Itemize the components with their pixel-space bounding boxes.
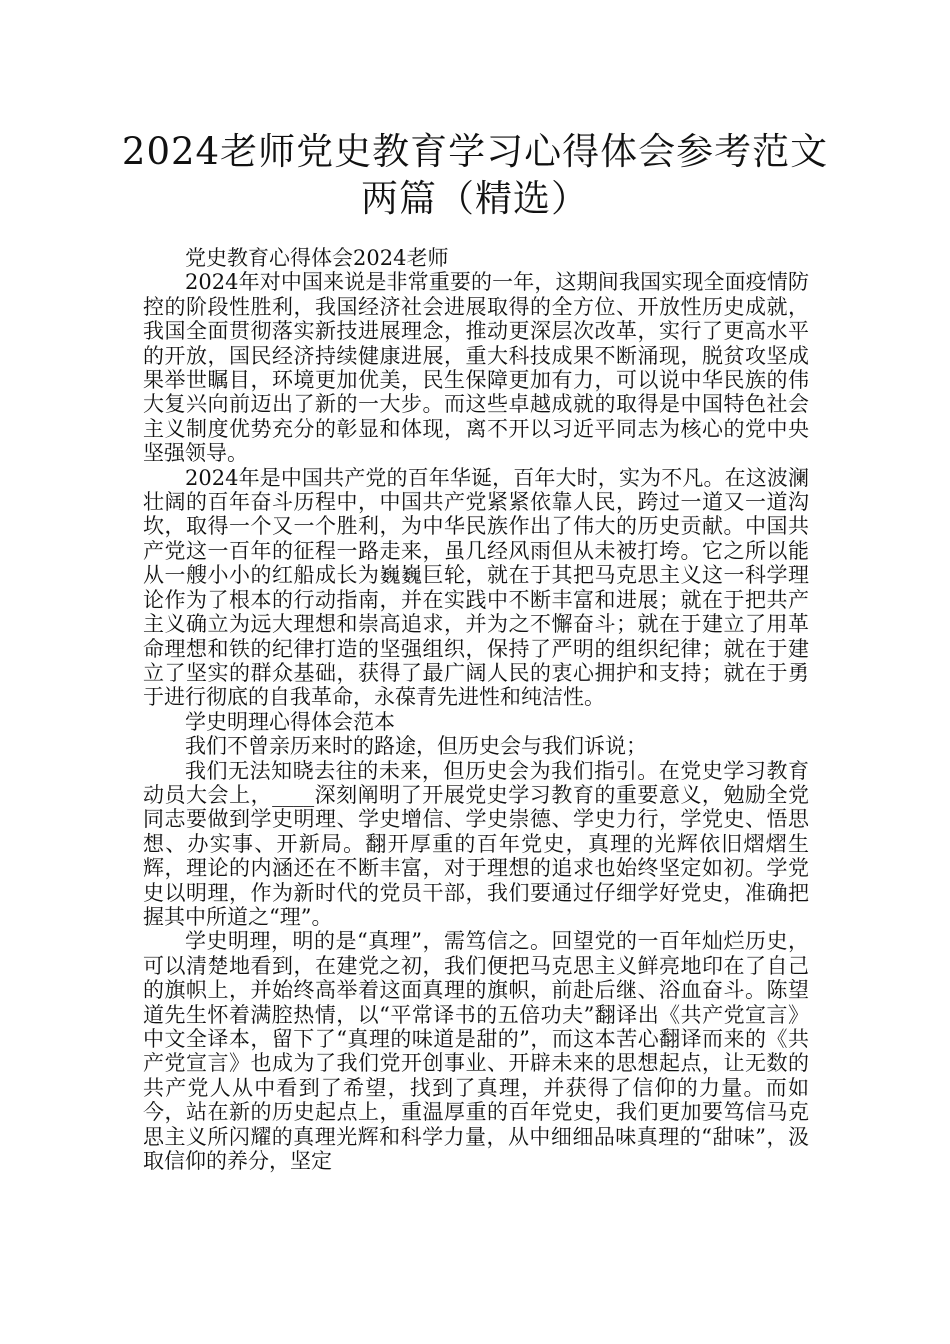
- paragraph: 我们无法知晓去往的未来，但历史会为我们指引。在党史学习教育动员大会上，____深刻阐明了开展党史学习教育的重要意义，勉励全党同志要做到学史明理、学史增信、学史崇德、学史力行，学党史、悟思想、办实事、开新局。翻开厚重的百年党史，真理的光辉依旧熠熠生辉，理论的内涵还在不断丰富，对于理想的追求也始终坚定如初。学党史以明理，作为新时代的党员干部，我们要通过仔细学好党史，准确把握其中所道之“理”。: [143, 758, 809, 929]
- section-heading-1: 党史教育心得体会2024老师: [185, 246, 449, 270]
- paragraph: 我们不曾亲历来时的路途，但历史会与我们诉说；: [185, 734, 647, 759]
- title-line-1: 2024老师党史教育学习心得体会参考范文: [121, 130, 829, 173]
- document-title: [100, 128, 850, 222]
- paragraph: 学史明理，明的是“真理”，需笃信之。回望党的一百年灿烂历史，可以清楚地看到，在建党之初，我们便把马克思主义鲜亮地印在了自己的旗帜上，并始终高举着这面真理的旗帜，前赴后继、浴血奋斗。陈望道先生怀着满腔热情，以“平常译书的五倍功夫”翻译出《共产党宣言》中文全译本，留下了“真理的味道是甜的”，而这本苦心翻译而来的《共产党宣言》也成为了我们党开创事业、开辟未来的思想起点，让无数的共产党人从中看到了希望，找到了真理，并获得了信仰的力量。而如今，站在新的历史起点上，重温厚重的百年党史，我们更加要笃信马克思主义所闪耀的真理光辉和科学力量，从中细细品味真理的“甜味”，汲取信仰的养分，坚定: [143, 929, 809, 1174]
- paragraph: 2024年是中国共产党的百年华诞，百年大时，实为不凡。在这波澜壮阔的百年奋斗历程中，中国共产党紧紧依靠人民，跨过一道又一道沟坎，取得一个又一个胜利，为中华民族作出了伟大的历史贡献。中国共产党这一百年的征程一路走来，虽几经风雨但从未被打垮。它之所以能从一艘小小的红船成长为巍巍巨轮，就在于其把马克思主义这一科学理论作为了根本的行动指南，并在实践中不断丰富和进展；就在于把共产主义确立为远大理想和崇高追求，并为之不懈奋斗；就在于建立了用革命理想和铁的纪律打造的坚强组织，保持了严明的组织纪律；就在于建立了坚实的群众基础，获得了最广阔人民的衷心拥护和支持；就在于勇于进行彻底的自我革命，永葆青先进性和纯洁性。: [143, 465, 809, 710]
- section-heading-2: 学史明理心得体会范本: [185, 709, 395, 734]
- document-body: [143, 246, 809, 1173]
- title-line-2: 两篇（精选）: [361, 177, 589, 220]
- paragraph: 2024年对中国来说是非常重要的一年，这期间我国实现全面疫情防控的阶段性胜利，我国经济社会进展取得的全方位、开放性历史成就，我国全面贯彻落实新技进展理念，推动更深层次改革，实行了更高水平的开放，国民经济持续健康进展，重大科技成果不断涌现，脱贫攻坚成果举世瞩目，环境更加优美，民生保障更加有力，可以说中华民族的伟大复兴向前迈出了新的一大步。而这些卓越成就的取得是中国特色社会主义制度优势充分的彰显和体现，离不开以习近平同志为核心的党中央坚强领导。: [143, 270, 809, 466]
